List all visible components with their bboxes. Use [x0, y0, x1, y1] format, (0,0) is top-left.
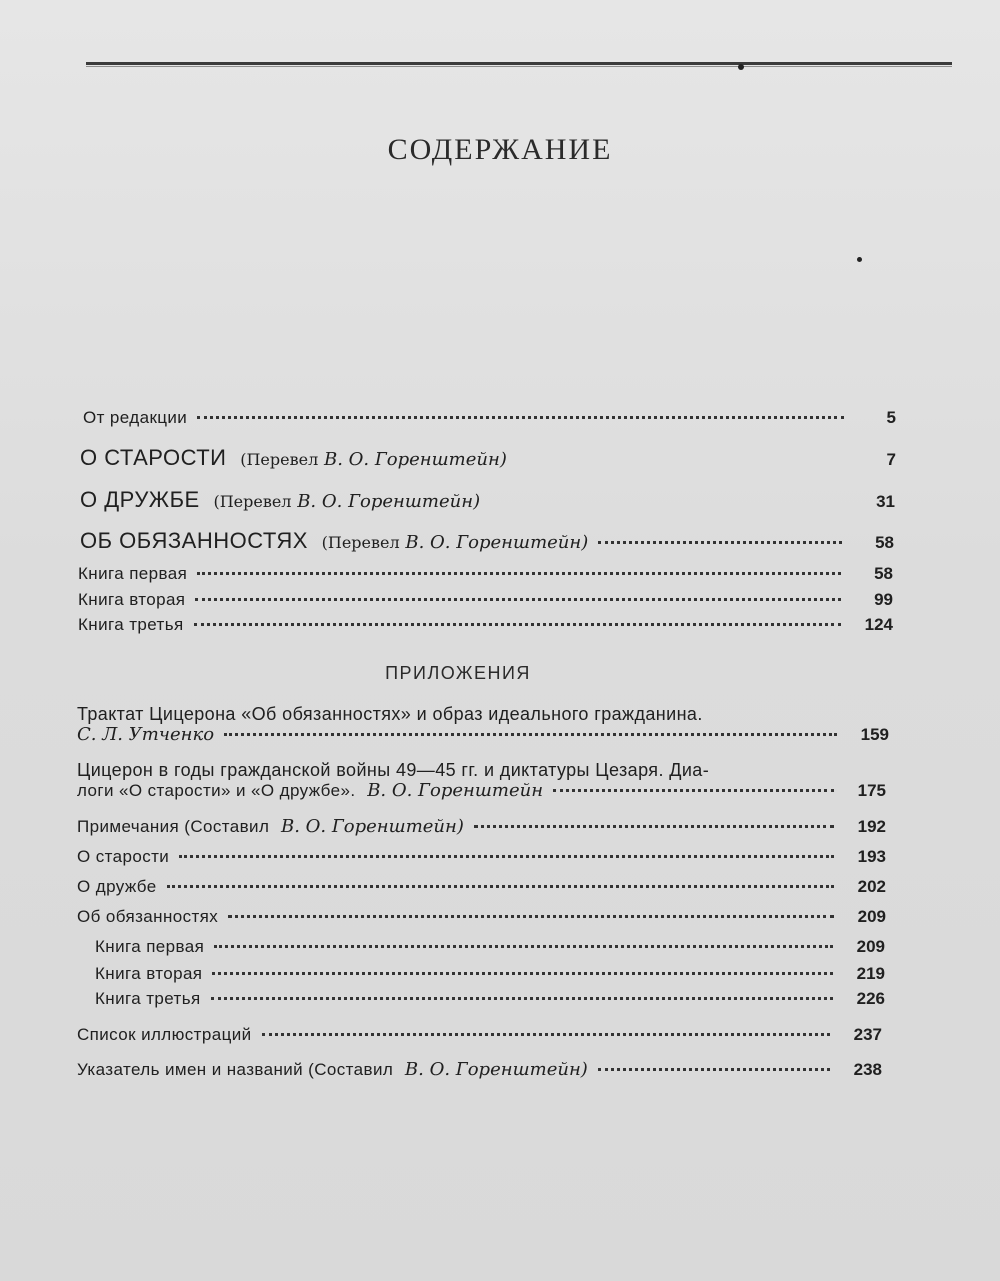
page-number: 193 [857, 847, 886, 866]
toc-entry [78, 564, 893, 584]
toc-entry [80, 445, 896, 471]
dot-leaders [598, 1068, 830, 1071]
toc-entry [77, 877, 886, 897]
ink-speck [857, 257, 862, 262]
dot-leaders [214, 945, 833, 948]
entry-label: От редакции [83, 408, 188, 427]
page-number: 202 [857, 877, 886, 896]
appendix-heading: ПРИЛОЖЕНИЯ [385, 663, 531, 683]
dot-leaders [197, 572, 841, 575]
translator-name: В. О. Горенштейн) [323, 449, 507, 470]
entry-label: Трактат Цицерона «Об обязанностях» и образ идеального гражданина. [77, 704, 703, 724]
toc-entry [95, 989, 885, 1009]
entry-label-wrap [77, 1059, 588, 1081]
entry-label: Книга третья [78, 615, 184, 634]
page-title: СОДЕРЖАНИЕ [387, 133, 613, 166]
entry-label-wrap [80, 487, 480, 513]
toc-entry [80, 528, 894, 554]
entry-label: Цицерон в годы гражданской войны 49—45 гг. и диктатуры Цезаря. Диа- [77, 760, 710, 780]
dot-leaders [167, 885, 834, 888]
translator-name: В. О. Горенштейн) [297, 491, 481, 512]
translator-prefix: (Перевел [213, 492, 292, 511]
dot-leaders [212, 972, 833, 975]
entry-author: В. О. Горенштейн) [281, 816, 464, 837]
ink-speck [738, 64, 744, 70]
entry-label: О СТАРОСТИ [80, 445, 227, 470]
toc-entry [77, 1025, 882, 1045]
page-number: 58 [874, 564, 893, 583]
toc-entry [77, 724, 889, 746]
dot-leaders [474, 825, 834, 828]
toc-entry [77, 780, 886, 802]
page-number: 7 [886, 450, 896, 469]
entry-label: ОБ ОБЯЗАННОСТЯХ [80, 528, 308, 553]
toc-entry [78, 590, 893, 610]
toc-entry [77, 847, 886, 867]
page-number: 99 [874, 590, 893, 609]
page-number: 237 [853, 1025, 882, 1044]
entry-label: Книга первая [95, 937, 205, 956]
entry-label: О старости [77, 847, 170, 866]
entry-label-wrap [77, 780, 543, 802]
page-number: 159 [860, 725, 889, 744]
entry-author: С. Л. Утченко [77, 724, 215, 745]
entry-label: Примечания (Составил [77, 817, 270, 836]
page-number: 238 [853, 1060, 882, 1079]
entry-label-wrap [80, 528, 588, 554]
page-number: 31 [876, 492, 895, 511]
entry-label: Книга вторая [78, 590, 186, 609]
dot-leaders [194, 623, 841, 626]
toc-entry [80, 487, 895, 513]
toc-entry [95, 937, 885, 957]
toc-entry [77, 816, 886, 838]
translator-prefix: (Перевел [240, 450, 319, 469]
translator-name: В. О. Горенштейн) [405, 532, 589, 553]
dot-leaders [224, 733, 837, 736]
entry-label: Об обязанностях [77, 907, 219, 926]
entry-label: Книга первая [78, 564, 188, 583]
page-number: 226 [856, 989, 885, 1008]
entry-author: В. О. Горенштейн) [404, 1059, 588, 1080]
dot-leaders [197, 416, 844, 419]
top-rule [86, 62, 952, 65]
toc-entry [83, 408, 896, 428]
toc-entry [95, 964, 885, 984]
page-number: 192 [857, 817, 886, 836]
appendix-entry-line [77, 760, 709, 782]
toc-entry [77, 1059, 882, 1081]
entry-label: О ДРУЖБЕ [80, 487, 200, 512]
toc-entry [77, 907, 886, 927]
entry-label: Книга вторая [95, 964, 203, 983]
page-number: 5 [886, 408, 896, 427]
entry-label: Указатель имен и названий (Составил [77, 1060, 394, 1079]
dot-leaders [228, 915, 834, 918]
entry-author: В. О. Горенштейн [367, 780, 544, 801]
page-number: 58 [875, 533, 894, 552]
entry-label: логи «О старости» и «О дружбе». [77, 781, 356, 800]
dot-leaders [598, 541, 842, 544]
top-rule-shadow [86, 66, 952, 67]
page-number: 124 [864, 615, 893, 634]
entry-label: Книга третья [95, 989, 201, 1008]
entry-label-wrap [77, 816, 464, 838]
page-number: 175 [857, 781, 886, 800]
dot-leaders [211, 997, 833, 1000]
translator-prefix: (Перевел [321, 533, 400, 552]
dot-leaders [262, 1033, 831, 1036]
dot-leaders [553, 789, 834, 792]
appendix-entry-line [77, 704, 703, 726]
dot-leaders [179, 855, 834, 858]
page-number: 209 [857, 907, 886, 926]
page-number: 219 [856, 964, 885, 983]
page-number: 209 [856, 937, 885, 956]
entry-label: Список иллюстраций [77, 1025, 252, 1044]
dot-leaders [195, 598, 841, 601]
entry-label: О дружбе [77, 877, 157, 896]
entry-label-wrap [80, 445, 507, 471]
toc-entry [78, 615, 893, 635]
